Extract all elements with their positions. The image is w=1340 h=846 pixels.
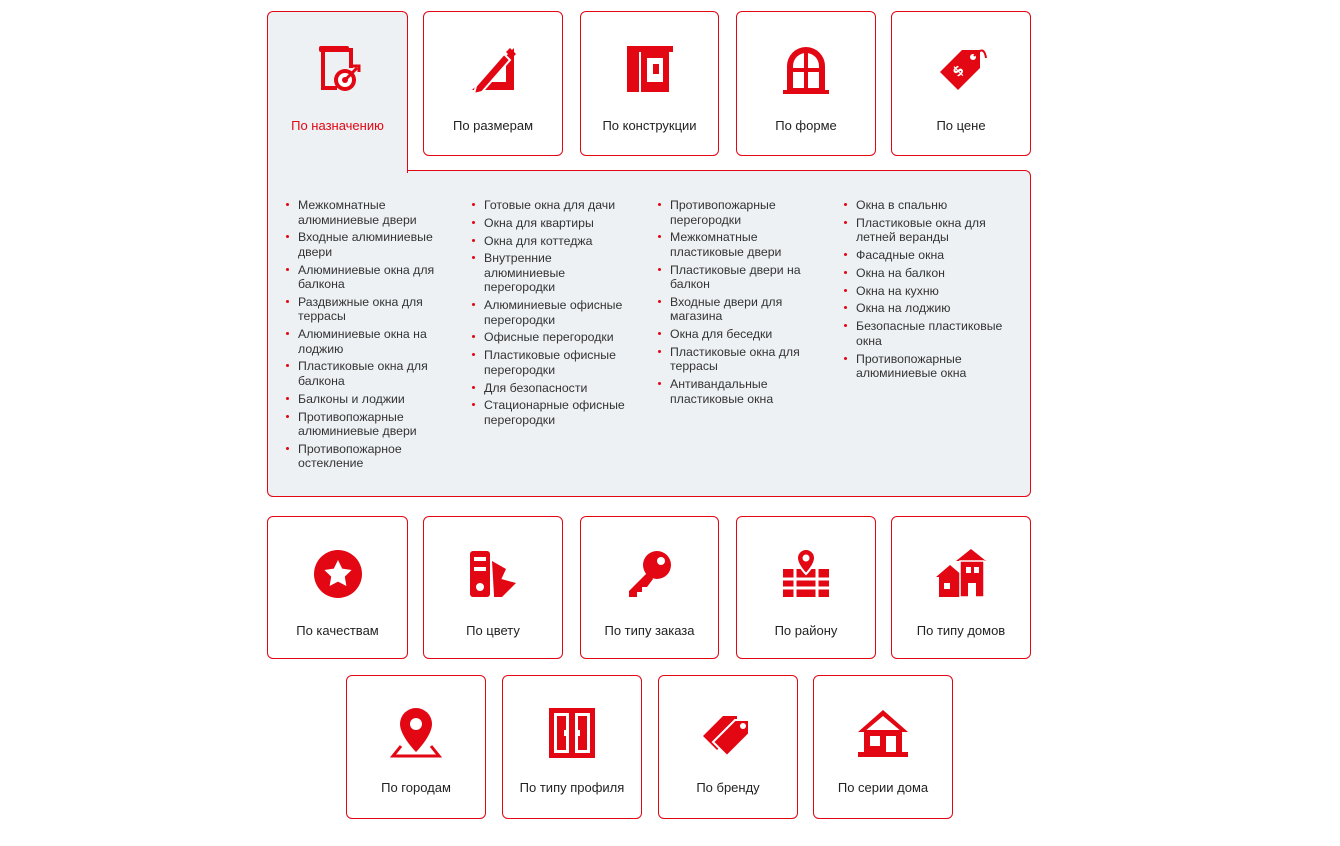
tab-cities[interactable] xyxy=(346,675,486,819)
tab-label: По конструкции xyxy=(602,118,697,133)
houses-icon xyxy=(934,547,988,601)
category-link[interactable]: Алюминиевые офисные перегородки xyxy=(470,298,635,327)
category-link[interactable]: Противопожарное остекление xyxy=(284,442,449,471)
category-link[interactable]: Окна на лоджию xyxy=(842,301,1007,316)
category-link[interactable]: Пластиковые окна для балкона xyxy=(284,359,449,388)
category-link[interactable]: Окна на кухню xyxy=(842,284,1007,299)
category-link[interactable]: Стационарные офисные перегородки xyxy=(470,398,635,427)
district-map-icon xyxy=(779,547,833,601)
svg-text:$: $ xyxy=(949,62,968,81)
category-link[interactable]: Алюминиевые окна на лоджию xyxy=(284,327,449,356)
category-link[interactable]: Пластиковые окна для террасы xyxy=(656,345,821,374)
tab-price[interactable] xyxy=(891,11,1031,156)
links-column-3 xyxy=(656,198,821,410)
category-link[interactable]: Алюминиевые окна для балкона xyxy=(284,263,449,292)
category-link[interactable]: Окна для квартиры xyxy=(470,216,635,231)
tab-house-type[interactable] xyxy=(891,516,1031,659)
tab-label: По району xyxy=(774,623,838,638)
category-link[interactable]: Готовые окна для дачи xyxy=(470,198,635,213)
category-link[interactable]: Пластиковые окна для летней веранды xyxy=(842,216,1007,245)
tab-label: По назначению xyxy=(291,118,384,133)
category-link[interactable]: Раздвижные окна для террасы xyxy=(284,295,449,324)
price-tag-icon xyxy=(934,42,988,96)
tab-label: По типу домов xyxy=(916,623,1006,638)
category-link[interactable]: Внутренние алюминиевые перегородки xyxy=(470,251,635,295)
tab-label: По качествам xyxy=(296,623,379,638)
purpose-dropdown-panel xyxy=(267,170,1031,497)
purpose-icon xyxy=(311,42,365,96)
category-link[interactable]: Противопожарные перегородки xyxy=(656,198,821,227)
tab-label: По типу профиля xyxy=(519,780,625,795)
tab-order-type[interactable] xyxy=(580,516,719,659)
brand-tags-icon xyxy=(701,706,755,760)
ruler-pencil-icon xyxy=(466,42,520,96)
category-link[interactable]: Балконы и лоджии xyxy=(284,392,449,407)
tab-sizes[interactable] xyxy=(423,11,563,156)
tab-profile-type[interactable] xyxy=(502,675,642,819)
category-link[interactable]: Фасадные окна xyxy=(842,248,1007,263)
category-link[interactable]: Входные алюминиевые двери xyxy=(284,230,449,259)
tab-label: По серии дома xyxy=(837,780,929,795)
category-link[interactable]: Окна для коттеджа xyxy=(470,234,635,249)
category-link[interactable]: Для безопасности xyxy=(470,381,635,396)
category-link[interactable]: Окна в спальню xyxy=(842,198,1007,213)
tab-shape[interactable] xyxy=(736,11,876,156)
category-link[interactable]: Окна для беседки xyxy=(656,327,821,342)
category-link[interactable]: Противопожарные алюминиевые двери xyxy=(284,410,449,439)
tab-house-series[interactable] xyxy=(813,675,953,819)
location-pin-icon xyxy=(389,706,443,760)
category-link[interactable]: Безопасные пластиковые окна xyxy=(842,319,1007,348)
tab-label: По форме xyxy=(775,118,837,133)
category-link[interactable]: Офисные перегородки xyxy=(470,330,635,345)
tab-district[interactable] xyxy=(736,516,876,659)
links-column-1 xyxy=(284,198,449,474)
tab-construction[interactable] xyxy=(580,11,719,156)
window-profile-icon xyxy=(545,706,599,760)
color-palette-icon xyxy=(466,547,520,601)
tab-label: По типу заказа xyxy=(604,623,695,638)
house-series-icon xyxy=(856,706,910,760)
category-link[interactable]: Пластиковые двери на балкон xyxy=(656,263,821,292)
tab-brand[interactable] xyxy=(658,675,798,819)
key-icon xyxy=(623,547,677,601)
tab-purpose[interactable] xyxy=(267,11,408,173)
star-badge-icon xyxy=(311,547,365,601)
category-link[interactable]: Входные двери для магазина xyxy=(656,295,821,324)
arched-window-icon xyxy=(779,42,833,96)
construction-icon xyxy=(623,42,677,96)
tab-label: По бренду xyxy=(696,780,760,795)
category-link[interactable]: Пластиковые офисные перегородки xyxy=(470,348,635,377)
category-link[interactable]: Окна на балкон xyxy=(842,266,1007,281)
tab-label: По цвету xyxy=(466,623,520,638)
tab-label: По цене xyxy=(936,118,986,133)
tab-color[interactable] xyxy=(423,516,563,659)
tab-qualities[interactable] xyxy=(267,516,408,659)
category-link[interactable]: Межкомнатные алюминиевые двери xyxy=(284,198,449,227)
links-column-2 xyxy=(470,198,635,431)
category-link[interactable]: Межкомнатные пластиковые двери xyxy=(656,230,821,259)
category-link[interactable]: Антивандальные пластиковые окна xyxy=(656,377,821,406)
links-column-4 xyxy=(842,198,1007,384)
category-link[interactable]: Противопожарные алюминиевые окна xyxy=(842,352,1007,381)
tab-label: По размерам xyxy=(452,118,534,133)
tab-label: По городам xyxy=(381,780,451,795)
